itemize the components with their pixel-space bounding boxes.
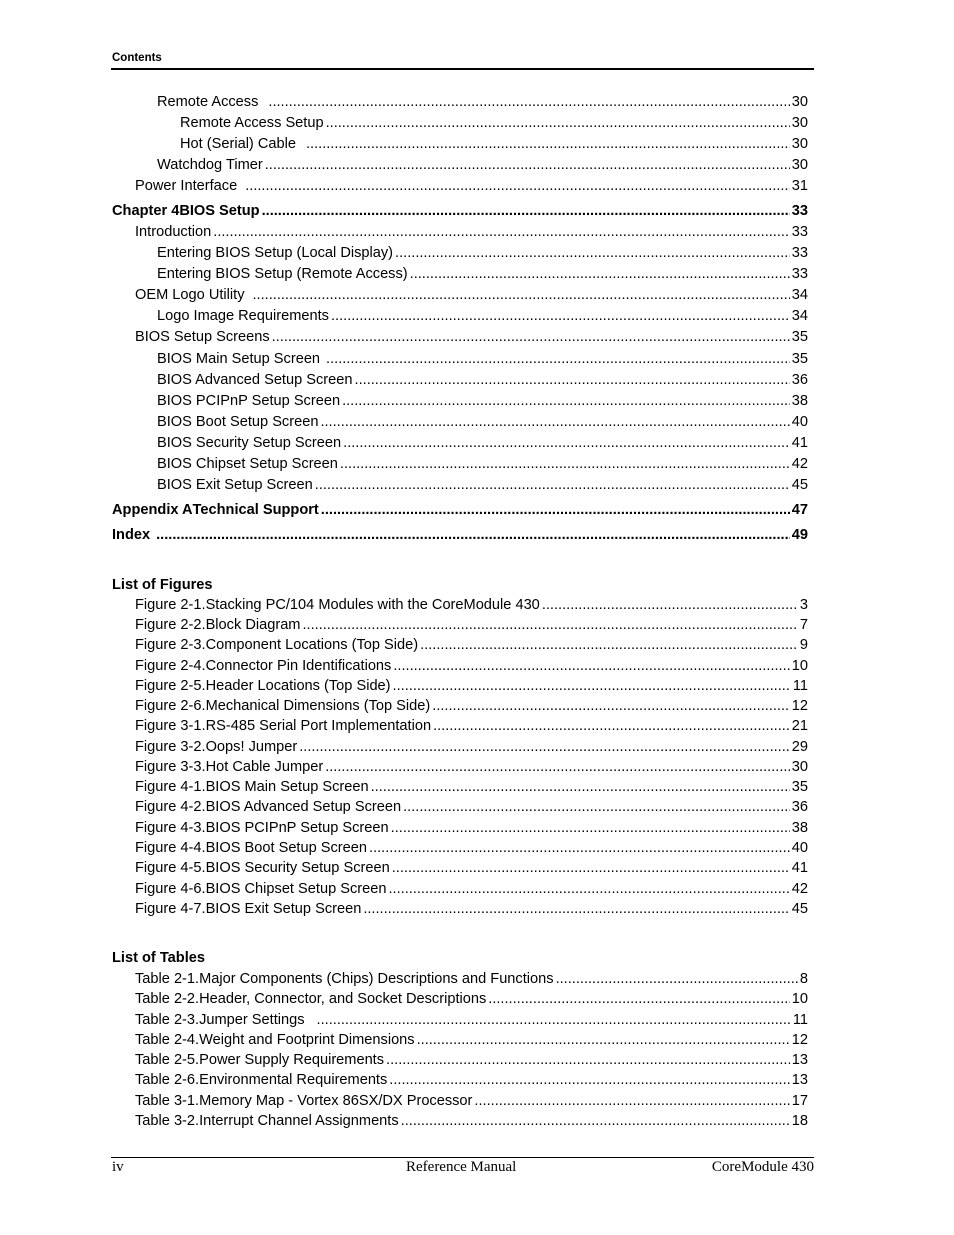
table-page: 13 — [791, 1072, 808, 1088]
toc-entry[interactable] — [135, 286, 808, 305]
toc-entry-page: 34 — [791, 287, 808, 303]
toc-entry-page: 33 — [791, 266, 808, 282]
figure-label: BIOS Security Setup Screen — [205, 860, 390, 876]
figure-number: Figure 2-6. — [135, 698, 206, 714]
table-label: Power Supply Requirements — [199, 1052, 385, 1068]
toc-entry-page: 30 — [791, 157, 808, 173]
figure-entry[interactable] — [135, 839, 808, 858]
footer-rule — [111, 1157, 814, 1158]
toc-entry[interactable] — [157, 93, 808, 112]
figure-entry[interactable] — [135, 778, 808, 797]
toc-entry-label: Hot (Serial) Cable — [180, 136, 296, 152]
figure-page: 7 — [799, 617, 808, 633]
list-of-tables-title: List of Tables — [112, 950, 205, 966]
toc-entry-page: 47 — [791, 502, 808, 518]
figure-number: Figure 3-2. — [135, 739, 206, 755]
toc-entry-page: 40 — [791, 414, 808, 430]
toc-entry[interactable] — [157, 350, 808, 369]
table-entry[interactable] — [135, 1112, 808, 1131]
table-entry[interactable] — [135, 1092, 808, 1111]
toc-entry-label: Entering BIOS Setup (Remote Access) — [157, 266, 408, 282]
table-label: Major Components (Chips) Descriptions and Functions — [199, 971, 554, 987]
table-entry[interactable] — [135, 970, 808, 989]
toc-entry[interactable] — [135, 328, 808, 347]
figure-label: Hot Cable Jumper — [205, 759, 324, 775]
table-number: Table 2-5. — [135, 1052, 200, 1068]
table-number: Table 3-1. — [135, 1093, 200, 1109]
figure-entry[interactable] — [135, 677, 808, 696]
table-number: Table 3-2. — [135, 1113, 200, 1129]
toc-chapter-number: Appendix A — [112, 502, 193, 518]
toc-entry-page: 30 — [791, 115, 808, 131]
table-label: Header, Connector, and Socket Descriptions — [199, 991, 487, 1007]
figure-page: 21 — [791, 718, 808, 734]
footer-page-number: iv — [112, 1159, 124, 1175]
figure-page: 35 — [791, 779, 808, 795]
figure-label: BIOS Main Setup Screen — [205, 779, 369, 795]
toc-entry-label: Watchdog Timer — [157, 157, 263, 173]
toc-entry-label: BIOS Security Setup Screen — [157, 435, 342, 451]
figure-label: RS-485 Serial Port Implementation — [205, 718, 432, 734]
table-entry[interactable] — [135, 990, 808, 1009]
toc-chapter-number: Chapter 4 — [112, 203, 180, 219]
toc-entry[interactable] — [157, 244, 808, 263]
table-label: Weight and Footprint Dimensions — [199, 1032, 415, 1048]
figure-page: 9 — [799, 637, 808, 653]
figure-number: Figure 3-1. — [135, 718, 206, 734]
table-page: 11 — [792, 1012, 808, 1028]
figure-page: 42 — [791, 881, 808, 897]
table-label: Jumper Settings — [199, 1012, 305, 1028]
toc-chapter-entry[interactable] — [112, 526, 808, 545]
toc-entry-page: 34 — [791, 308, 808, 324]
toc-chapter-entry[interactable] — [112, 202, 808, 221]
figure-entry[interactable] — [135, 880, 808, 899]
toc-entry[interactable] — [157, 371, 808, 390]
figure-label: BIOS PCIPnP Setup Screen — [205, 820, 389, 836]
figure-number: Figure 2-3. — [135, 637, 206, 653]
toc-entry[interactable] — [180, 135, 808, 154]
figure-number: Figure 4-1. — [135, 779, 206, 795]
figure-page: 36 — [791, 799, 808, 815]
toc-entry-label: BIOS Setup Screens — [135, 329, 270, 345]
table-label: Environmental Requirements — [199, 1072, 388, 1088]
figure-entry[interactable] — [135, 900, 808, 919]
table-entry[interactable] — [135, 1011, 808, 1030]
figure-entry[interactable] — [135, 596, 808, 615]
figure-number: Figure 2-1. — [135, 597, 206, 613]
figure-entry[interactable] — [135, 657, 808, 676]
figure-number: Figure 4-2. — [135, 799, 206, 815]
toc-entry-label: Technical Support — [192, 502, 319, 518]
toc-entry-label: BIOS Main Setup Screen — [157, 351, 321, 367]
figure-label: Oops! Jumper — [205, 739, 298, 755]
toc-entry-label: BIOS Boot Setup Screen — [157, 414, 319, 430]
figure-number: Figure 4-3. — [135, 820, 206, 836]
figure-number: Figure 4-4. — [135, 840, 206, 856]
figure-page: 3 — [799, 597, 808, 613]
figure-number: Figure 4-6. — [135, 881, 206, 897]
toc-entry-label: Entering BIOS Setup (Local Display) — [157, 245, 394, 261]
toc-entry[interactable] — [157, 476, 808, 495]
toc-entry-label: Power Interface — [135, 178, 238, 194]
table-label: Memory Map - Vortex 86SX/DX Processor — [199, 1093, 473, 1109]
table-entry[interactable] — [135, 1031, 808, 1050]
table-page: 8 — [799, 971, 808, 987]
figure-entry[interactable] — [135, 798, 808, 817]
figure-number: Figure 2-5. — [135, 678, 206, 694]
toc-entry-label: Introduction — [135, 224, 212, 240]
toc-chapter-entry[interactable] — [112, 501, 808, 520]
table-label: Interrupt Channel Assignments — [199, 1113, 399, 1129]
toc-entry-label: Remote Access Setup — [180, 115, 324, 131]
toc-entry-label: BIOS PCIPnP Setup Screen — [157, 393, 341, 409]
table-page: 10 — [791, 991, 808, 1007]
toc-entry[interactable] — [135, 177, 808, 196]
toc-entry-page: 33 — [791, 245, 808, 261]
figure-label: BIOS Exit Setup Screen — [205, 901, 362, 917]
toc-entry-page: 30 — [791, 94, 808, 110]
figure-page: 12 — [791, 698, 808, 714]
table-page: 13 — [791, 1052, 808, 1068]
figure-entry[interactable] — [135, 697, 808, 716]
figure-number: Figure 4-5. — [135, 860, 206, 876]
toc-entry-label: BIOS Chipset Setup Screen — [157, 456, 338, 472]
figure-number: Figure 2-4. — [135, 658, 206, 674]
figure-number: Figure 3-3. — [135, 759, 206, 775]
figure-page: 10 — [791, 658, 808, 674]
figure-page: 30 — [791, 759, 808, 775]
toc-entry[interactable] — [180, 114, 808, 133]
toc-entry-page: 38 — [791, 393, 808, 409]
table-page: 12 — [791, 1032, 808, 1048]
toc-entry-page: 49 — [791, 527, 808, 543]
toc-entry[interactable] — [157, 265, 808, 284]
figure-page: 41 — [791, 860, 808, 876]
toc-entry-page: 35 — [791, 329, 808, 345]
toc-entry-page: 45 — [791, 477, 808, 493]
table-number: Table 2-1. — [135, 971, 200, 987]
toc-entry[interactable] — [157, 413, 808, 432]
toc-entry-label: OEM Logo Utility — [135, 287, 245, 303]
toc-entry[interactable] — [157, 307, 808, 326]
figure-label: Header Locations (Top Side) — [205, 678, 391, 694]
table-number: Table 2-6. — [135, 1072, 200, 1088]
toc-entry-label: BIOS Setup — [179, 203, 260, 219]
figure-entry[interactable] — [135, 616, 808, 635]
figure-label: Mechanical Dimensions (Top Side) — [205, 698, 431, 714]
toc-entry-label: BIOS Exit Setup Screen — [157, 477, 313, 493]
table-entry[interactable] — [135, 1051, 808, 1070]
figure-label: Connector Pin Identifications — [205, 658, 392, 674]
toc-entry-page: 41 — [791, 435, 808, 451]
figure-number: Figure 2-2. — [135, 617, 206, 633]
list-of-figures-title: List of Figures — [112, 577, 213, 593]
figure-entry[interactable] — [135, 636, 808, 655]
header-rule — [111, 68, 814, 70]
figure-entry[interactable] — [135, 738, 808, 757]
figure-entry[interactable] — [135, 717, 808, 736]
figure-page: 40 — [791, 840, 808, 856]
figure-label: Component Locations (Top Side) — [205, 637, 419, 653]
toc-entry-label: BIOS Advanced Setup Screen — [157, 372, 353, 388]
table-page: 17 — [791, 1093, 808, 1109]
table-page: 18 — [791, 1113, 808, 1129]
figure-entry[interactable] — [135, 758, 808, 777]
toc-entry-page: 31 — [791, 178, 808, 194]
figure-page: 11 — [792, 678, 808, 694]
table-entry[interactable] — [135, 1071, 808, 1090]
toc-entry-label: Index — [112, 527, 151, 543]
figure-number: Figure 4-7. — [135, 901, 206, 917]
figure-label: BIOS Boot Setup Screen — [205, 840, 368, 856]
toc-entry[interactable] — [157, 455, 808, 474]
figure-entry[interactable] — [135, 819, 808, 838]
table-number: Table 2-4. — [135, 1032, 200, 1048]
figure-label: Stacking PC/104 Modules with the CoreModule 430 — [205, 597, 540, 613]
toc-entry[interactable] — [135, 223, 808, 242]
toc-entry-page: 33 — [791, 224, 808, 240]
footer-product-name: CoreModule 430 — [711, 1159, 814, 1175]
toc-entry-label: Remote Access — [157, 94, 259, 110]
figure-entry[interactable] — [135, 859, 808, 878]
table-number: Table 2-3. — [135, 1012, 200, 1028]
table-number: Table 2-2. — [135, 991, 200, 1007]
page-header-label: Contents — [112, 52, 162, 64]
footer-document-title: Reference Manual — [406, 1159, 517, 1175]
toc-entry-page: 35 — [791, 351, 808, 367]
toc-entry[interactable] — [157, 156, 808, 175]
toc-entry[interactable] — [157, 392, 808, 411]
toc-entry-page: 33 — [791, 203, 808, 219]
figure-page: 38 — [791, 820, 808, 836]
toc-entry[interactable] — [157, 434, 808, 453]
toc-entry-label: Logo Image Requirements — [157, 308, 329, 324]
toc-entry-page: 42 — [791, 456, 808, 472]
figure-label: BIOS Advanced Setup Screen — [205, 799, 402, 815]
figure-page: 29 — [791, 739, 808, 755]
figure-page: 45 — [791, 901, 808, 917]
figure-label: Block Diagram — [205, 617, 301, 633]
toc-entry-page: 36 — [791, 372, 808, 388]
figure-label: BIOS Chipset Setup Screen — [205, 881, 387, 897]
toc-entry-page: 30 — [791, 136, 808, 152]
